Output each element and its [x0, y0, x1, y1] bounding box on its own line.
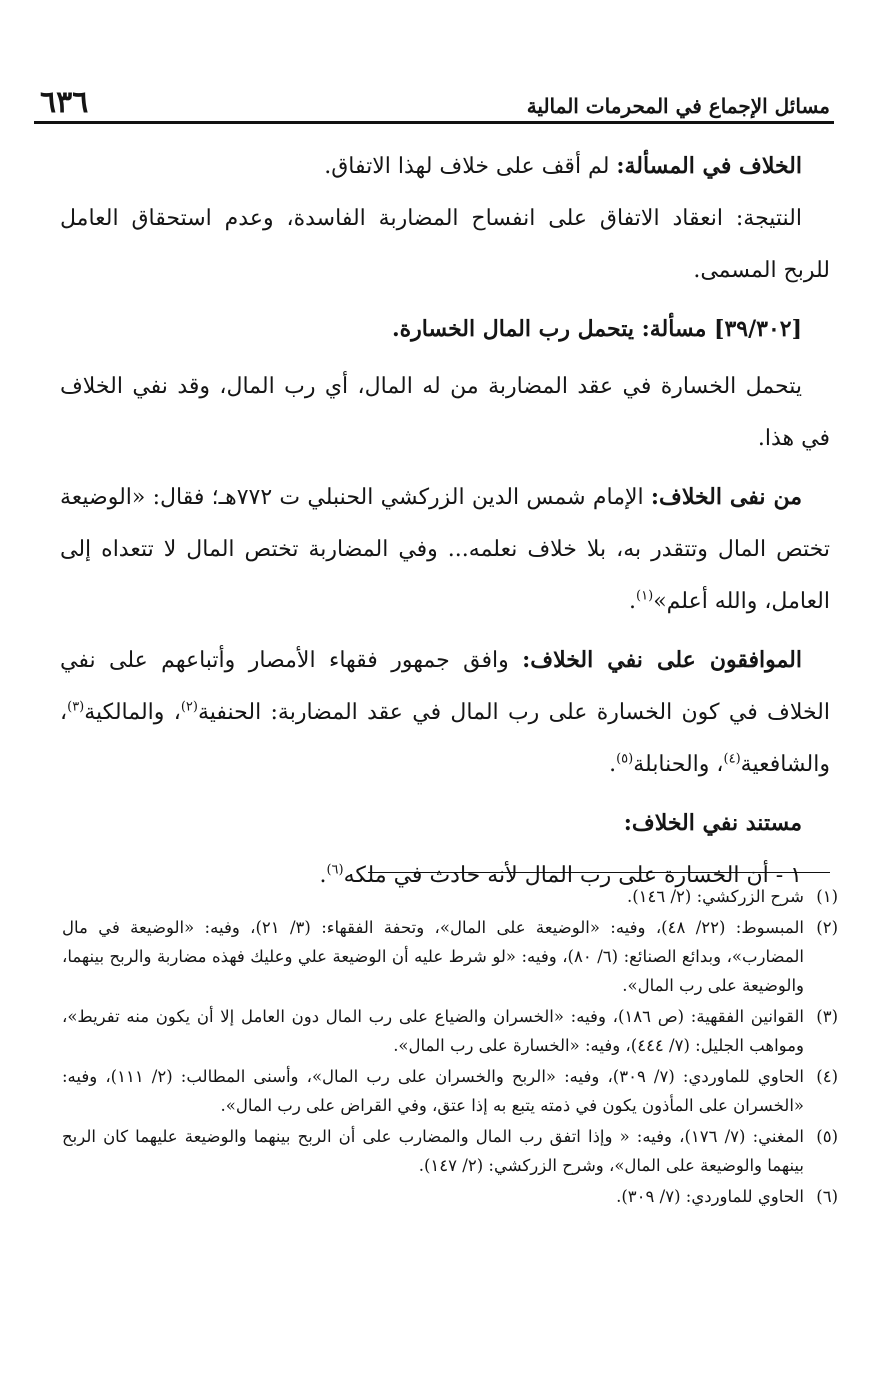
- header-rule: [34, 121, 834, 124]
- footnote-4: [62, 1062, 838, 1120]
- period: .: [609, 752, 617, 777]
- footnote-6: [62, 1182, 838, 1211]
- paragraph-basis-heading: [60, 797, 830, 850]
- footnote-number: (٦): [816, 1187, 838, 1206]
- running-header: [40, 78, 830, 118]
- footnote-number: (٥): [816, 1127, 838, 1146]
- label-agreeing: الموافقون على نفي الخلاف:: [522, 647, 802, 673]
- footnote-number: (٤): [816, 1067, 838, 1086]
- running-title: مسائل الإجماع في المحرمات المالية: [526, 94, 830, 118]
- footnote-text: المغني: (٧/ ١٧٦)، وفيه: « وإذا اتفق رب المال والمضارب على أن الربح بينهما والوضيعة عليهما كان الربح بينهما والوضيعة على المال»، وشرح الزركشي: (٢/ ١٤٧).: [62, 1127, 804, 1175]
- label-who-denied: من نفى الخلاف:: [650, 484, 802, 510]
- footnote-1: [62, 882, 838, 911]
- issue-title: [٣٩/٣٠٢] مسألة: يتحمل رب المال الخسارة.: [391, 316, 802, 342]
- footnotes: [62, 882, 838, 1213]
- paragraph-who-denied: [60, 471, 830, 628]
- paragraph-issue-statement: يتحمل الخسارة في عقد المضاربة من له المال، أي رب المال، وقد نفي الخلاف في هذا.: [60, 374, 830, 451]
- footnote-ref-2[interactable]: (٢): [180, 699, 198, 715]
- main-text: [60, 140, 830, 902]
- footnote-separator: [368, 872, 830, 873]
- text-result: انعقاد الاتفاق على انفساح المضاربة الفاسدة، وعدم استحقاق العامل للربح المسمى.: [60, 206, 830, 283]
- footnote-ref-6[interactable]: (٦): [326, 862, 344, 878]
- footnote-text: شرح الزركشي: (٢/ ١٤٦).: [626, 887, 804, 906]
- footnote-text: القوانين الفقهية: (ص ١٨٦)، وفيه: «الخسران والضياع على رب المال دون العامل إلا أن يكون منه تفريط»، ومواهب الجليل: (٧/ ٤٤٤)، وفيه: «الخسارة على رب المال».: [62, 1007, 804, 1055]
- footnote-2: [62, 913, 838, 1000]
- period: .: [319, 863, 327, 888]
- footnote-ref-1[interactable]: (١): [636, 588, 654, 604]
- text-agreeing-3: ، والشافعية: [60, 700, 830, 777]
- paragraph-disagreement: [60, 140, 830, 193]
- label-basis: مستند نفي الخلاف:: [623, 810, 802, 836]
- footnote-text: الحاوي للماوردي: (٧/ ٣٠٩)، وفيه: «الربح والخسران على رب المال»، وأسنى المطالب: (٢/ ١١١)، وفيه: «الخسران على المأذون يكون في ذمته يتبع به إذا عتق، وفي القراض على رب المال».: [62, 1067, 804, 1115]
- text-who-denied: الإمام شمس الدين الزركشي الحنبلي ت ٧٧٢هـ؛ فقال: «الوضيعة تختص المال وتتقدر به، بلا خلاف نعلمه... وفي المضاربة تختص المال لا تتعداه إلى العامل، والله أعلم»: [60, 485, 830, 614]
- footnote-text: الحاوي للماوردي: (٧/ ٣٠٩).: [616, 1187, 804, 1206]
- footnote-number: (١): [816, 887, 838, 906]
- text-agreeing-4: ، والحنابلة: [633, 752, 724, 777]
- footnote-text: المبسوط: (٢٢/ ٤٨)، وفيه: «الوضيعة على المال»، وتحفة الفقهاء: (٣/ ٢١)، وفيه: «الوضيعة في مال المضارب»، وبدائع الصنائع: (٦/ ٨٠)، وفيه: «لو شرط عليه أن الوضيعة علي وعليك فهذه مضاربة والربح بينهما، والوضيعة على رب المال».: [62, 918, 804, 995]
- footnote-3: [62, 1002, 838, 1060]
- label-result: النتيجة:: [735, 206, 802, 231]
- footnote-ref-3[interactable]: (٣): [67, 699, 85, 715]
- text-disagreement: لم أقف على خلاف لهذا الاتفاق.: [324, 154, 617, 179]
- footnote-ref-5[interactable]: (٥): [616, 751, 634, 767]
- footnote-number: (٢): [816, 918, 838, 937]
- footnote-ref-4[interactable]: (٤): [723, 751, 741, 767]
- period: .: [629, 589, 637, 614]
- paragraph-result: [60, 193, 830, 297]
- text-basis-1: ١ - أن الخسارة على رب المال لأنه حادث في ملكه: [343, 863, 802, 888]
- footnote-number: (٣): [816, 1007, 838, 1026]
- footnote-5: [62, 1122, 838, 1180]
- page-number: ٦٣٦: [40, 85, 89, 120]
- text-agreeing-2: ، والمالكية: [84, 700, 181, 725]
- paragraph-agreeing: [60, 634, 830, 791]
- label-disagreement: الخلاف في المسألة:: [616, 153, 802, 179]
- text-agreeing-1: وافق جمهور فقهاء الأمصار وأتباعهم على نفي الخلاف في كون الخسارة على رب المال في عقد المضاربة: الحنفية: [60, 648, 830, 725]
